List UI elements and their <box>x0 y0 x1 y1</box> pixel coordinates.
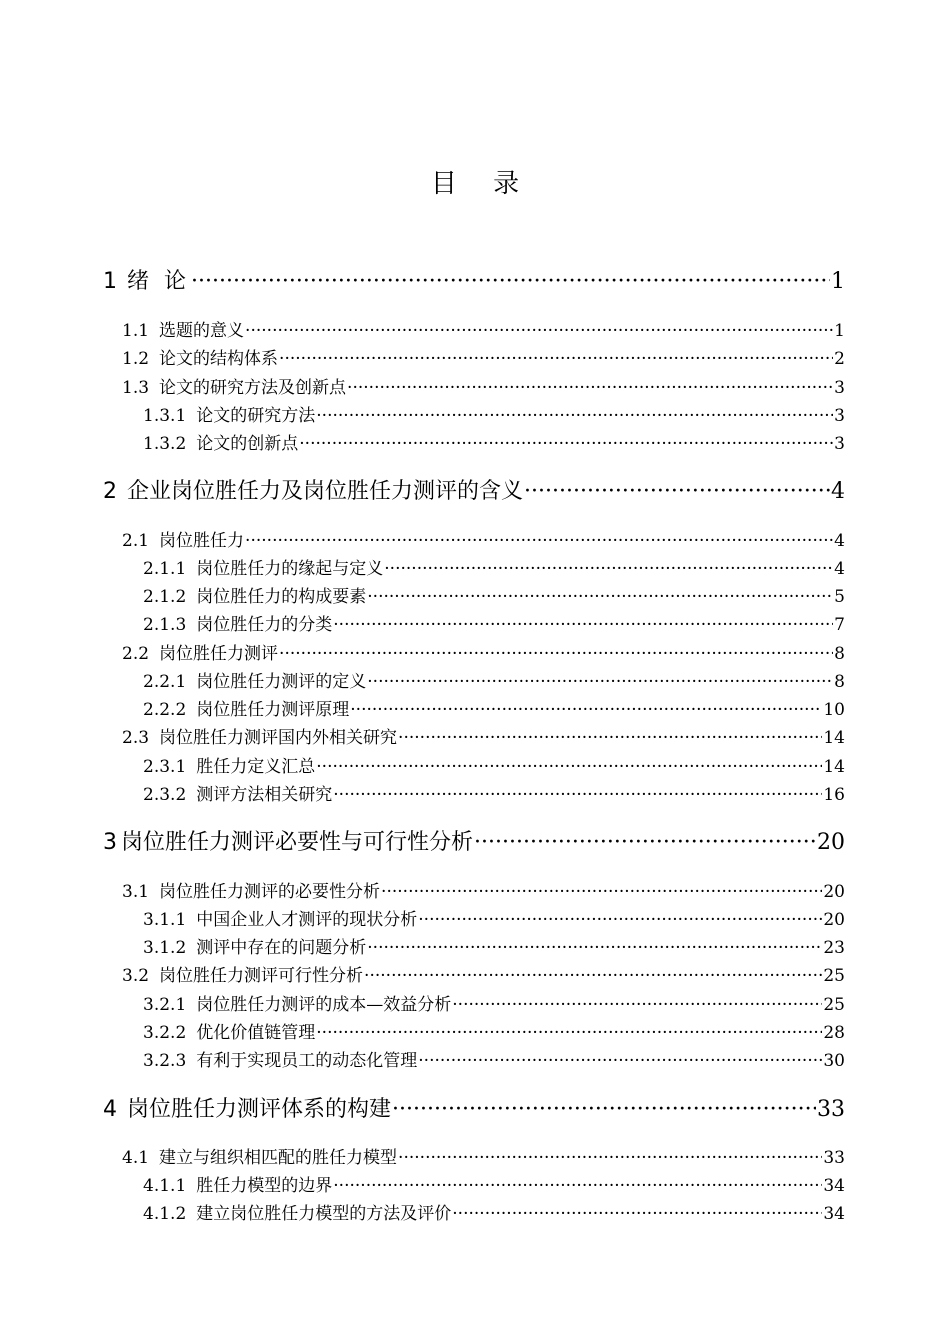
dot-leader <box>316 756 822 778</box>
toc-entry-label: 岗位胜任力测评体系的构建 <box>127 1097 392 1122</box>
toc-entry-number: 1.3 <box>122 378 150 398</box>
toc-entry-number: 2.2 <box>122 644 150 664</box>
toc-entry-page: 25 <box>823 995 845 1015</box>
toc-entry-page: 8 <box>834 644 845 664</box>
toc-entry-2[interactable] <box>103 478 845 506</box>
toc-entry-label: 论文的研究方法及创新点 <box>159 378 347 398</box>
toc-entry-label: 岗位胜任力的缘起与定义 <box>196 559 384 579</box>
toc-entry-page: 14 <box>823 728 845 748</box>
toc-entry-2-2[interactable] <box>122 643 845 665</box>
toc-entry-3-1[interactable] <box>122 881 845 903</box>
toc-entry-label: 岗位胜任力测评必要性与可行性分析 <box>121 830 474 855</box>
toc-entry-2-3-1[interactable] <box>143 756 845 778</box>
toc-entry-page: 4 <box>834 559 845 579</box>
toc-entry-label: 测评中存在的问题分析 <box>196 938 367 958</box>
dot-leader <box>333 784 822 806</box>
toc-entry-page: 8 <box>834 672 845 692</box>
toc-entry-number: 3.1.2 <box>143 938 187 958</box>
toc-entry-1-3-2[interactable] <box>143 433 845 455</box>
toc-entry-2-1[interactable] <box>122 530 845 552</box>
toc-entry-number: 2.1.2 <box>143 587 187 607</box>
toc-entry-page: 3 <box>834 378 845 398</box>
toc-entry-label: 论文的结构体系 <box>159 349 279 369</box>
toc-entry-label: 论文的创新点 <box>196 434 299 454</box>
toc-entry-number: 3.2 <box>122 966 150 986</box>
dot-leader <box>384 558 833 580</box>
toc-entry-2-2-2[interactable] <box>143 699 845 721</box>
toc-entry-page: 4 <box>834 531 845 551</box>
toc-entry-page: 33 <box>823 1148 845 1168</box>
toc-entry-label: 岗位胜任力测评的必要性分析 <box>159 882 381 902</box>
toc-entry-page: 2 <box>834 349 845 369</box>
toc-entry-number: 2.1.1 <box>143 559 187 579</box>
toc-entry-2-1-2[interactable] <box>143 586 845 608</box>
toc-entry-number: 3.1.1 <box>143 910 187 930</box>
toc-entry-1[interactable] <box>103 268 845 296</box>
toc-entry-page: 20 <box>823 910 845 930</box>
toc-entry-label: 岗位胜任力测评原理 <box>196 700 350 720</box>
toc-entry-page: 34 <box>823 1176 845 1196</box>
dot-leader <box>347 377 833 399</box>
toc-entry-page: 28 <box>823 1023 845 1043</box>
dot-leader <box>191 268 830 296</box>
toc-entry-page: 20 <box>817 830 845 855</box>
dot-leader <box>418 909 822 931</box>
toc-entry-2-2-1[interactable] <box>143 671 845 693</box>
dot-leader <box>350 699 822 721</box>
toc-entry-label: 论文的研究方法 <box>196 406 316 426</box>
toc-entry-page: 7 <box>834 615 845 635</box>
toc-entry-4-1-2[interactable] <box>143 1203 845 1225</box>
toc-entry-label: 测评方法相关研究 <box>196 785 333 805</box>
toc-entry-label: 企业岗位胜任力及岗位胜任力测评的含义 <box>127 479 524 504</box>
toc-entry-number: 3.2.1 <box>143 995 187 1015</box>
toc-entry-page: 3 <box>834 406 845 426</box>
toc-entry-label: 胜任力模型的边界 <box>196 1176 333 1196</box>
toc-entry-number: 1.3.1 <box>143 406 187 426</box>
dot-leader <box>316 405 833 427</box>
toc-entry-number: 2.3.1 <box>143 757 187 777</box>
dot-leader <box>398 727 822 749</box>
dot-leader <box>364 965 822 987</box>
dot-leader <box>367 937 822 959</box>
toc-entry-label: 有利于实现员工的动态化管理 <box>196 1051 418 1071</box>
toc-entry-label: 绪 论 <box>127 269 190 294</box>
toc-entry-number: 1 <box>103 269 117 294</box>
toc-entry-number: 4.1 <box>122 1148 150 1168</box>
dot-leader <box>524 478 830 506</box>
toc-entry-page: 3 <box>834 434 845 454</box>
toc-entry-1-3[interactable] <box>122 377 845 399</box>
dot-leader <box>333 1175 822 1197</box>
dot-leader <box>279 348 833 370</box>
toc-entry-3[interactable] <box>103 829 845 857</box>
toc-entry-1-1[interactable] <box>122 320 845 342</box>
toc-entry-label: 中国企业人才测评的现状分析 <box>196 910 418 930</box>
toc-entry-4-1-1[interactable] <box>143 1175 845 1197</box>
dot-leader <box>299 433 833 455</box>
toc-entry-3-2-3[interactable] <box>143 1050 845 1072</box>
toc-entry-number: 4.1.1 <box>143 1176 187 1196</box>
toc-entry-3-2[interactable] <box>122 965 845 987</box>
toc-entry-page: 1 <box>831 269 845 294</box>
toc-entry-label: 岗位胜任力测评国内外相关研究 <box>159 728 398 748</box>
toc-entry-label: 岗位胜任力测评可行性分析 <box>159 966 364 986</box>
dot-leader <box>418 1050 822 1072</box>
toc-entry-1-3-1[interactable] <box>143 405 845 427</box>
toc-entry-1-2[interactable] <box>122 348 845 370</box>
toc-entry-label: 岗位胜任力 <box>159 531 245 551</box>
dot-leader <box>398 1147 822 1169</box>
toc-entry-label: 优化价值链管理 <box>196 1023 316 1043</box>
toc-entry-number: 4.1.2 <box>143 1204 187 1224</box>
toc-entry-page: 34 <box>823 1204 845 1224</box>
toc-entry-label: 建立岗位胜任力模型的方法及评价 <box>196 1204 452 1224</box>
toc-entry-label: 建立与组织相匹配的胜任力模型 <box>159 1148 398 1168</box>
toc-entry-number: 3.2.3 <box>143 1051 187 1071</box>
toc-entry-page: 14 <box>823 757 845 777</box>
toc-entry-2-3[interactable] <box>122 727 845 749</box>
dot-leader <box>474 829 816 857</box>
toc-entry-number: 2.3.2 <box>143 785 187 805</box>
toc-entry-2-3-2[interactable] <box>143 784 845 806</box>
dot-leader <box>279 643 833 665</box>
toc-entry-2-1-3[interactable] <box>143 614 845 636</box>
dot-leader <box>392 1096 816 1124</box>
toc-entry-label: 胜任力定义汇总 <box>196 757 316 777</box>
toc-entry-page: 10 <box>823 700 845 720</box>
toc-entry-page: 30 <box>823 1051 845 1071</box>
toc-entry-number: 3.2.2 <box>143 1023 187 1043</box>
toc-entry-page: 25 <box>823 966 845 986</box>
dot-leader <box>452 994 822 1016</box>
dot-leader <box>367 586 833 608</box>
toc-entry-number: 4 <box>103 1097 117 1122</box>
toc-entry-2-1-1[interactable] <box>143 558 845 580</box>
toc-entry-page: 33 <box>817 1097 845 1122</box>
toc-entry-number: 2.1 <box>122 531 150 551</box>
toc-entry-4[interactable] <box>103 1096 845 1124</box>
dot-leader <box>367 671 833 693</box>
toc-title: 目 录 <box>430 169 534 199</box>
toc-entry-label: 岗位胜任力的构成要素 <box>196 587 367 607</box>
toc-entry-label: 岗位胜任力测评 <box>159 644 279 664</box>
toc-entry-label: 岗位胜任力的分类 <box>196 615 333 635</box>
dot-leader <box>452 1203 822 1225</box>
toc-entry-number: 3.1 <box>122 882 150 902</box>
dot-leader <box>333 614 833 636</box>
toc-entry-page: 23 <box>823 938 845 958</box>
toc-entry-page: 1 <box>834 321 845 341</box>
dot-leader <box>316 1022 822 1044</box>
dot-leader <box>381 881 822 903</box>
toc-entry-3-2-2[interactable] <box>143 1022 845 1044</box>
toc-entry-number: 1.3.2 <box>143 434 187 454</box>
toc-entry-page: 16 <box>823 785 845 805</box>
toc-entry-3-2-1[interactable] <box>143 994 845 1016</box>
dot-leader <box>245 530 833 552</box>
toc-entry-number: 2.3 <box>122 728 150 748</box>
toc-entry-page: 4 <box>831 479 845 504</box>
toc-entry-number: 1.2 <box>122 349 150 369</box>
toc-entry-number: 3 <box>103 830 117 855</box>
toc-entry-3-1-2[interactable] <box>143 937 845 959</box>
toc-entry-page: 20 <box>823 882 845 902</box>
toc-entry-label: 岗位胜任力测评的定义 <box>196 672 367 692</box>
dot-leader <box>245 320 833 342</box>
toc-entry-4-1[interactable] <box>122 1147 845 1169</box>
toc-entry-label: 岗位胜任力测评的成本—效益分析 <box>196 995 452 1015</box>
toc-entry-3-1-1[interactable] <box>143 909 845 931</box>
toc-entry-number: 1.1 <box>122 321 150 341</box>
toc-entry-label: 选题的意义 <box>159 321 245 341</box>
toc-entry-number: 2.1.3 <box>143 615 187 635</box>
toc-entry-number: 2.2.1 <box>143 672 187 692</box>
toc-entry-number: 2 <box>103 479 117 504</box>
toc-entry-page: 5 <box>834 587 845 607</box>
toc-entry-number: 2.2.2 <box>143 700 187 720</box>
